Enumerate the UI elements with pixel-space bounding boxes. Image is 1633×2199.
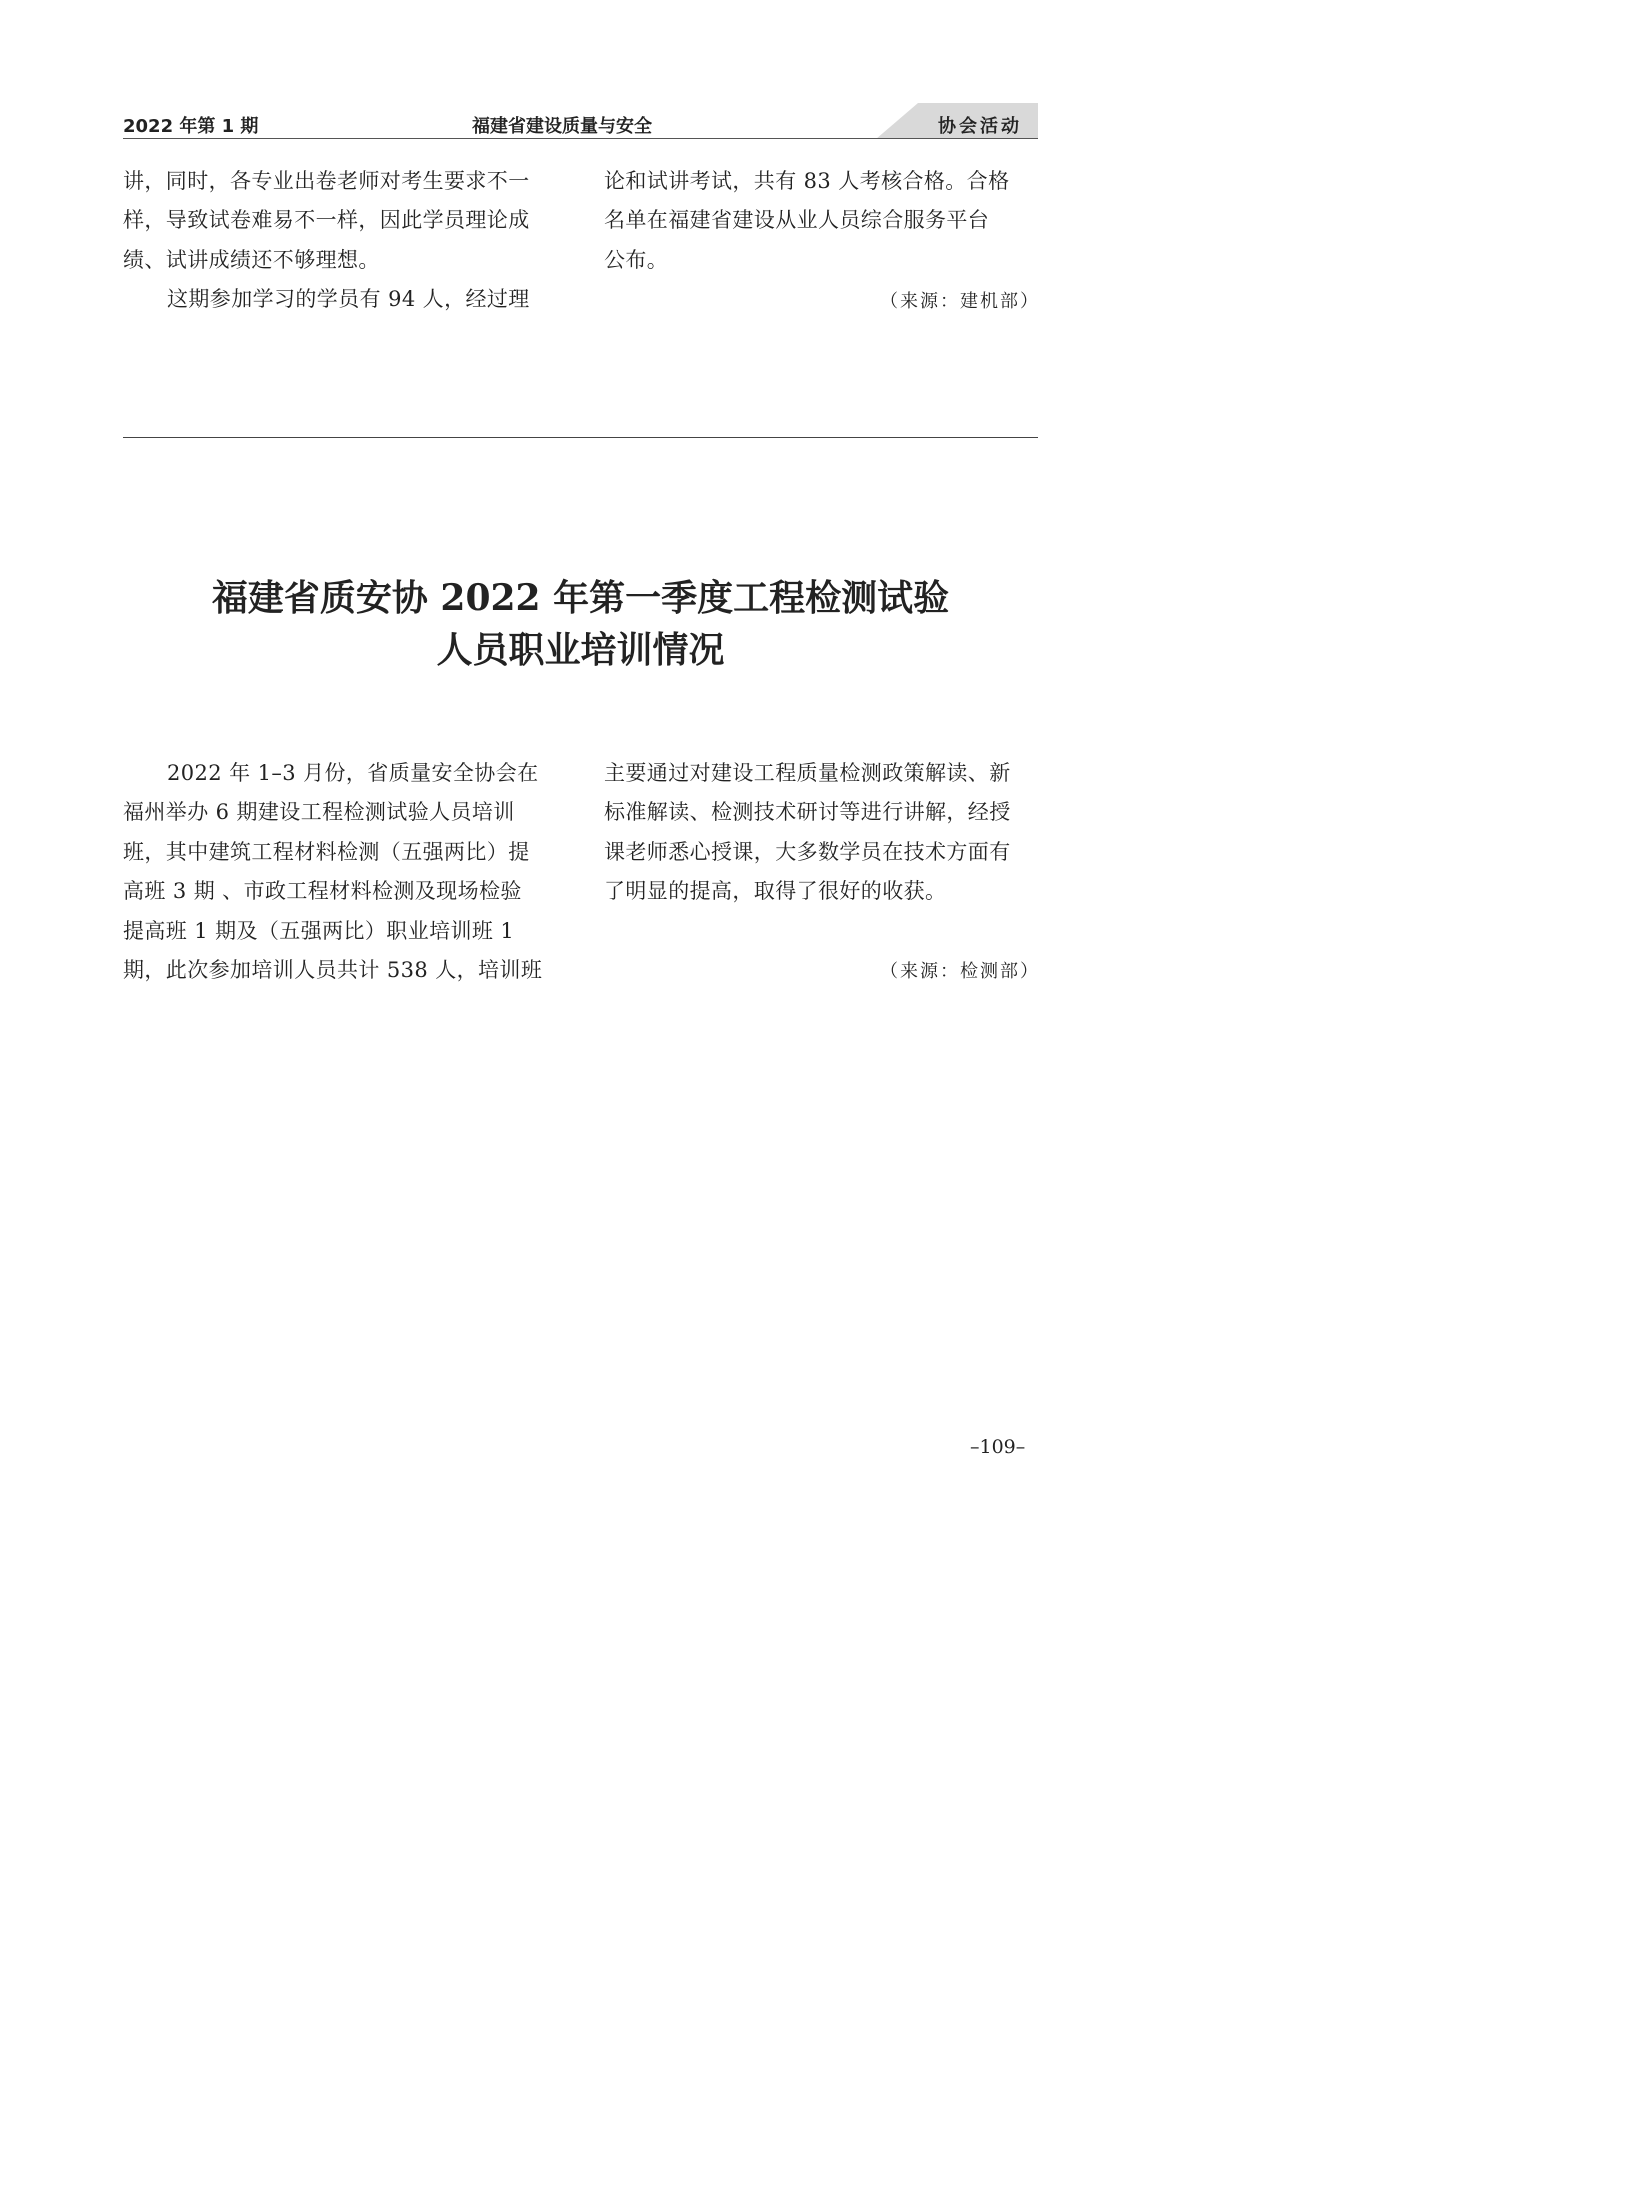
- article-right-column: [604, 754, 1040, 912]
- text-line: 论和试讲考试，共有 83 人考核合格。合格: [604, 169, 1010, 193]
- text-line: 绩、试讲成绩还不够理想。: [123, 247, 380, 272]
- article-source: （来源：检测部）: [880, 961, 1040, 982]
- issue-label: 2022 年第 1 期: [123, 116, 259, 137]
- article-title-line-1: 福建省质安协 2022 年第一季度工程检测试验: [211, 577, 950, 619]
- text-line: 2022 年 1–3 月份，省质量安全协会在: [167, 761, 539, 785]
- section-label: 协会活动: [938, 116, 1022, 137]
- article-separator: [123, 437, 1038, 438]
- text-line: 期，此次参加培训人员共计 538 人，培训班: [123, 958, 543, 983]
- text-line: 公布。: [604, 247, 669, 272]
- article-left-column: [123, 754, 563, 990]
- prev-article-left-column: [123, 162, 563, 320]
- article-title-line-2: 人员职业培训情况: [436, 629, 725, 671]
- page-number: –109–: [970, 1436, 1026, 1458]
- text-line: 主要通过对建设工程质量检测政策解读、新: [604, 761, 1011, 785]
- text-line: 提高班 1 期及（五强两比）职业培训班 1: [123, 918, 515, 943]
- text-line: 了明显的提高，取得了很好的收获。: [604, 879, 947, 904]
- prev-article-source: （来源：建机部）: [880, 291, 1040, 312]
- text-line: 标准解读、检测技术研讨等进行讲解，经授: [604, 800, 1011, 825]
- prev-article-right-column: [604, 162, 1040, 280]
- text-line: 课老师悉心授课，大多数学员在技术方面有: [604, 839, 1011, 864]
- text-line: 样，导致试卷难易不一样，因此学员理论成: [123, 208, 530, 233]
- header-rule: [123, 138, 1038, 139]
- text-line: 福州举办 6 期建设工程检测试验人员培训: [123, 800, 515, 825]
- article-title: [123, 572, 1038, 676]
- text-line: 讲，同时，各专业出卷老师对考生要求不一: [123, 169, 530, 193]
- text-line: 高班 3 期 、市政工程材料检测及现场检验: [123, 879, 522, 904]
- text-line: 班，其中建筑工程材料检测（五强两比）提: [123, 839, 530, 864]
- text-line: 名单在福建省建设从业人员综合服务平台: [604, 208, 990, 233]
- journal-title: 福建省建设质量与安全: [472, 116, 652, 137]
- text-line: 这期参加学习的学员有 94 人，经过理: [167, 287, 530, 312]
